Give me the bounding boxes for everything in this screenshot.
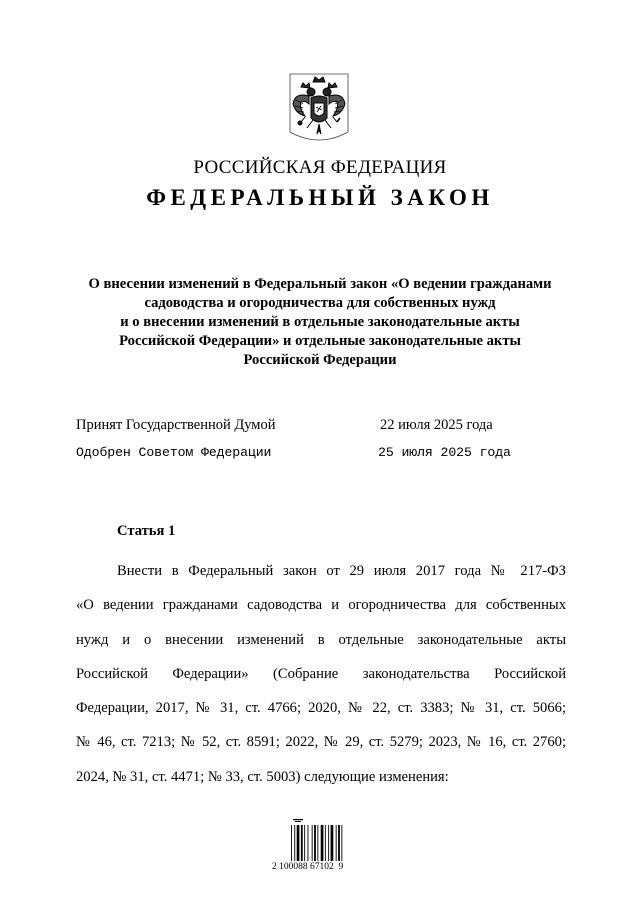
article-line: нужд и о внесении изменений в отдельные законодательные акты [76, 631, 566, 648]
coat-of-arms-icon [287, 70, 351, 144]
article-line: Федерации, 2017, № 31, ст. 4766; 2020, № 22, ст. 3383; № 31, ст. 5066; [76, 700, 566, 717]
article-line: 2024, № 31, ст. 4471; № 33, ст. 5003) следующие изменения: [76, 768, 449, 785]
approved-date: 25 июля 2025 года [378, 445, 511, 460]
adopted-date: 22 июля 2025 года [380, 417, 493, 433]
article-line: № 46, ст. 7213; № 52, ст. 8591; 2022, № 29, ст. 5279; 2023, № 16, ст. 2760; [76, 734, 566, 751]
law-title-line: и о внесении изменений в отдельные законодательные акты [120, 314, 520, 330]
law-title-line: О внесении изменений в Федеральный закон «О ведении гражданами [88, 276, 552, 292]
law-title-line: садоводства и огородничества для собственных нужд [144, 295, 496, 311]
adopted-label: Принят Государственной Думой [76, 417, 276, 433]
approved-label: Одобрен Советом Федерации [76, 445, 272, 460]
law-title-line: Российской Федерации» и отдельные законодательные акты [119, 333, 521, 349]
law-title [60, 275, 580, 370]
article-heading: Статья 1 [117, 523, 176, 539]
law-title-line: Российской Федерации [243, 352, 397, 368]
country-heading: РОССИЙСКАЯ ФЕДЕРАЦИЯ [193, 157, 447, 178]
article-line: Внести в Федеральный закон от 29 июля 2017 года № 217-ФЗ [117, 563, 566, 579]
barcode-number: 2 100088 67102 9 [272, 862, 344, 872]
article-body [76, 554, 566, 794]
article-line: Российской Федерации» (Собрание законодательства Российской [76, 665, 566, 682]
barcode-icon [287, 817, 351, 863]
law-type-heading: ФЕДЕРАЛЬНЫЙ ЗАКОН [146, 185, 494, 210]
article-line: «О ведении гражданами садоводства и огородничества для собственных [76, 597, 566, 614]
